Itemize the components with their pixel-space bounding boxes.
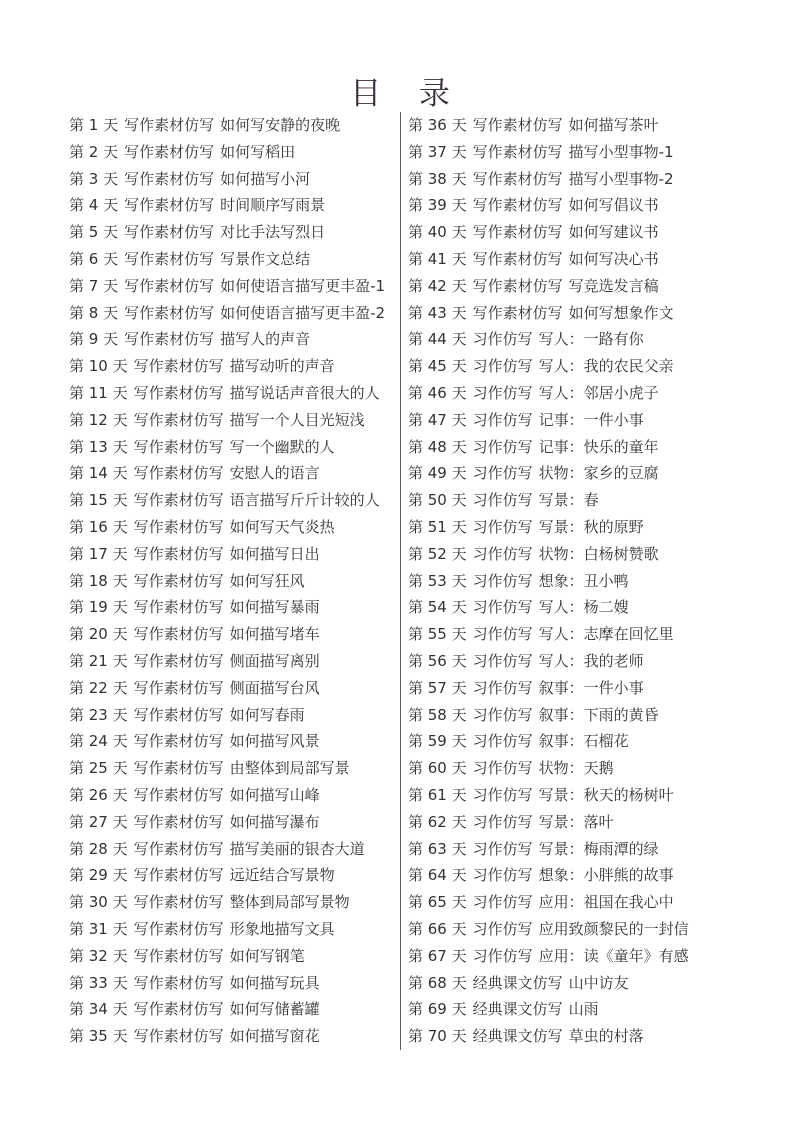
toc-entry-category: 习作仿写 bbox=[472, 678, 533, 697]
toc-entry-category: 习作仿写 bbox=[472, 598, 533, 617]
toc-entry-topic: 写竞选发言稿 bbox=[568, 276, 659, 295]
toc-entry-day: 第 65 天 bbox=[408, 893, 467, 912]
toc-entry-topic: 描写动听的声音 bbox=[229, 357, 335, 376]
toc-entry-topic: 写人：志摩在回忆里 bbox=[538, 625, 674, 644]
toc-entry-category: 写作素材仿写 bbox=[472, 169, 563, 188]
toc-entry-category: 写作素材仿写 bbox=[133, 812, 224, 831]
toc-entry-day: 第 22 天 bbox=[69, 678, 128, 697]
toc-entry-topic: 写人：我的农民父亲 bbox=[538, 357, 674, 376]
toc-entry bbox=[69, 594, 397, 621]
toc-entry-topic: 想象：丑小鸭 bbox=[538, 571, 629, 590]
toc-entry-day: 第 9 天 bbox=[69, 330, 119, 349]
toc-entry bbox=[69, 1023, 397, 1050]
toc-entry-topic: 如何描写瀑布 bbox=[229, 812, 320, 831]
toc-entry-day: 第 1 天 bbox=[69, 116, 119, 134]
toc-entry-category: 写作素材仿写 bbox=[133, 678, 224, 697]
toc-entry-topic: 状物：白杨树赞歌 bbox=[538, 544, 659, 563]
toc-entry bbox=[69, 916, 397, 943]
toc-entry-topic: 记事：快乐的童年 bbox=[538, 437, 659, 456]
toc-entry-day: 第 5 天 bbox=[69, 223, 119, 242]
toc-entry-category: 写作素材仿写 bbox=[133, 598, 224, 617]
toc-entry-day: 第 4 天 bbox=[69, 196, 119, 215]
toc-entry bbox=[69, 996, 397, 1023]
toc-entry-topic: 写景：秋天的杨树叶 bbox=[538, 785, 674, 804]
toc-entry-day: 第 14 天 bbox=[69, 464, 128, 483]
toc-entry-topic: 应用：祖国在我心中 bbox=[538, 893, 674, 912]
toc-entry bbox=[408, 809, 738, 836]
toc-entry-day: 第 70 天 bbox=[408, 1027, 467, 1046]
toc-entry bbox=[408, 702, 738, 729]
toc-entry-category: 习作仿写 bbox=[472, 437, 533, 456]
toc-entry-day: 第 26 天 bbox=[69, 785, 128, 804]
column-divider bbox=[400, 112, 401, 1050]
toc-entry-day: 第 21 天 bbox=[69, 651, 128, 670]
toc-entry-topic: 如何描写山峰 bbox=[229, 785, 320, 804]
toc-entry-category: 习作仿写 bbox=[472, 759, 533, 778]
toc-entry-topic: 如何描写茶叶 bbox=[568, 116, 659, 134]
toc-entry-day: 第 36 天 bbox=[408, 116, 467, 134]
toc-entry-category: 写作素材仿写 bbox=[133, 1000, 224, 1019]
toc-entry-topic: 写景：落叶 bbox=[538, 812, 614, 831]
toc-entry bbox=[408, 192, 738, 219]
toc-entry-topic: 状物：天鹅 bbox=[538, 759, 614, 778]
toc-entry-day: 第 47 天 bbox=[408, 410, 467, 429]
toc-entry-day: 第 59 天 bbox=[408, 732, 467, 751]
toc-entry-category: 写作素材仿写 bbox=[133, 625, 224, 644]
toc-entry bbox=[408, 326, 738, 353]
toc-entry-topic: 如何描写风景 bbox=[229, 732, 320, 751]
toc-entry-topic: 如何写倡议书 bbox=[568, 196, 659, 215]
toc-entry bbox=[69, 380, 397, 407]
toc-entry-day: 第 38 天 bbox=[408, 169, 467, 188]
toc-entry-topic: 侧面描写台风 bbox=[229, 678, 320, 697]
toc-entry bbox=[69, 702, 397, 729]
toc-entry-topic: 写人：我的老师 bbox=[538, 651, 644, 670]
toc-entry-topic: 如何描写窗花 bbox=[229, 1027, 320, 1046]
toc-entry-category: 写作素材仿写 bbox=[133, 1027, 224, 1046]
toc-entry-topic: 侧面描写离别 bbox=[229, 651, 320, 670]
toc-entry-category: 写作素材仿写 bbox=[472, 249, 563, 268]
toc-entry-day: 第 37 天 bbox=[408, 142, 467, 161]
toc-entry-day: 第 13 天 bbox=[69, 437, 128, 456]
toc-entry-topic: 写景：春 bbox=[538, 491, 599, 510]
toc-entry bbox=[408, 943, 738, 970]
toc-entry-day: 第 61 天 bbox=[408, 785, 467, 804]
toc-entry-category: 习作仿写 bbox=[472, 919, 533, 938]
toc-entry-day: 第 45 天 bbox=[408, 357, 467, 376]
toc-entry-topic: 如何写狂风 bbox=[229, 571, 305, 590]
toc-entry-category: 习作仿写 bbox=[472, 517, 533, 536]
toc-entry-category: 写作素材仿写 bbox=[472, 116, 563, 134]
toc-entry-category: 习作仿写 bbox=[472, 357, 533, 376]
toc-entry-category: 写作素材仿写 bbox=[472, 196, 563, 215]
toc-entry-day: 第 54 天 bbox=[408, 598, 467, 617]
toc-entry-topic: 草虫的村落 bbox=[568, 1027, 644, 1046]
toc-entry-category: 写作素材仿写 bbox=[133, 946, 224, 965]
toc-entry bbox=[69, 755, 397, 782]
toc-entry-topic: 语言描写斤斤计较的人 bbox=[229, 491, 380, 510]
toc-entry bbox=[408, 514, 738, 541]
toc-entry-day: 第 40 天 bbox=[408, 223, 467, 242]
toc-entry-day: 第 52 天 bbox=[408, 544, 467, 563]
page-title: 目 录 bbox=[350, 76, 464, 112]
toc-entry-day: 第 15 天 bbox=[69, 491, 128, 510]
toc-entry bbox=[69, 648, 397, 675]
toc-entry bbox=[408, 300, 738, 327]
toc-entry-category: 写作素材仿写 bbox=[133, 357, 224, 376]
toc-entry-topic: 如何描写暴雨 bbox=[229, 598, 320, 617]
toc-entry-category: 习作仿写 bbox=[472, 866, 533, 885]
toc-entry-category: 经典课文仿写 bbox=[472, 973, 563, 992]
toc-entry-category: 写作素材仿写 bbox=[133, 705, 224, 724]
toc-entry bbox=[408, 139, 738, 166]
toc-entry-topic: 山雨 bbox=[568, 1000, 599, 1019]
toc-entry-day: 第 41 天 bbox=[408, 249, 467, 268]
toc-entry-category: 写作素材仿写 bbox=[133, 893, 224, 912]
toc-entry bbox=[69, 675, 397, 702]
toc-entry-day: 第 29 天 bbox=[69, 866, 128, 885]
toc-entry-day: 第 35 天 bbox=[69, 1027, 128, 1046]
toc-entry-category: 习作仿写 bbox=[472, 544, 533, 563]
toc-entry-category: 写作素材仿写 bbox=[133, 571, 224, 590]
toc-entry-day: 第 10 天 bbox=[69, 357, 128, 376]
toc-entry-day: 第 17 天 bbox=[69, 544, 128, 563]
toc-entry-category: 写作素材仿写 bbox=[133, 544, 224, 563]
toc-entry bbox=[69, 809, 397, 836]
toc-entry-category: 写作素材仿写 bbox=[124, 223, 215, 242]
toc-entry-day: 第 24 天 bbox=[69, 732, 128, 751]
toc-entry-category: 写作素材仿写 bbox=[133, 383, 224, 402]
toc-entry-category: 写作素材仿写 bbox=[133, 759, 224, 778]
toc-entry-day: 第 33 天 bbox=[69, 973, 128, 992]
toc-entry bbox=[408, 219, 738, 246]
toc-entry-topic: 描写小型事物-2 bbox=[568, 169, 674, 188]
toc-entry bbox=[69, 246, 397, 273]
toc-entry-category: 经典课文仿写 bbox=[472, 1000, 563, 1019]
toc-entry-category: 习作仿写 bbox=[472, 410, 533, 429]
toc-entry-topic: 描写人的声音 bbox=[220, 330, 311, 349]
toc-entry bbox=[408, 728, 738, 755]
toc-entry-category: 写作素材仿写 bbox=[133, 919, 224, 938]
toc-entry-topic: 如何写稻田 bbox=[220, 142, 296, 161]
toc-entry-category: 习作仿写 bbox=[472, 946, 533, 965]
toc-entry-day: 第 60 天 bbox=[408, 759, 467, 778]
toc-entry bbox=[408, 782, 738, 809]
toc-entry bbox=[408, 621, 738, 648]
toc-entry bbox=[69, 139, 397, 166]
toc-entry bbox=[408, 434, 738, 461]
toc-entry-category: 写作素材仿写 bbox=[124, 196, 215, 215]
toc-entry-category: 习作仿写 bbox=[472, 651, 533, 670]
toc-entry-topic: 如何写钢笔 bbox=[229, 946, 305, 965]
toc-entry-category: 习作仿写 bbox=[472, 812, 533, 831]
toc-entry bbox=[69, 192, 397, 219]
toc-entry-topic: 写人：杨二嫂 bbox=[538, 598, 629, 617]
toc-entry-topic: 如何写想象作文 bbox=[568, 303, 674, 322]
toc-entry-topic: 记事：一件小事 bbox=[538, 410, 644, 429]
toc-entry bbox=[408, 460, 738, 487]
toc-entry-topic: 如何使语言描写更丰盈-1 bbox=[220, 276, 386, 295]
toc-entry-category: 写作素材仿写 bbox=[124, 303, 215, 322]
toc-entry-day: 第 44 天 bbox=[408, 330, 467, 349]
toc-entry bbox=[69, 541, 397, 568]
toc-entry-topic: 描写美丽的银杏大道 bbox=[229, 839, 365, 858]
toc-entry-category: 写作素材仿写 bbox=[133, 973, 224, 992]
toc-entry bbox=[408, 836, 738, 863]
toc-entry-day: 第 18 天 bbox=[69, 571, 128, 590]
toc-entry-topic: 山中访友 bbox=[568, 973, 629, 992]
toc-entry-day: 第 49 天 bbox=[408, 464, 467, 483]
toc-entry-day: 第 62 天 bbox=[408, 812, 467, 831]
toc-entry bbox=[408, 112, 738, 139]
toc-entry-category: 写作素材仿写 bbox=[133, 651, 224, 670]
toc-entry bbox=[408, 541, 738, 568]
toc-entry bbox=[69, 970, 397, 997]
toc-entry bbox=[408, 487, 738, 514]
toc-entry bbox=[69, 300, 397, 327]
toc-entry-category: 经典课文仿写 bbox=[472, 1027, 563, 1046]
toc-entry-day: 第 16 天 bbox=[69, 517, 128, 536]
toc-entry-category: 写作素材仿写 bbox=[133, 410, 224, 429]
toc-entry-day: 第 63 天 bbox=[408, 839, 467, 858]
toc-entry-topic: 状物：家乡的豆腐 bbox=[538, 464, 659, 483]
toc-entry bbox=[69, 514, 397, 541]
toc-entry bbox=[408, 1023, 738, 1050]
toc-entry bbox=[408, 648, 738, 675]
toc-entry-topic: 写景作文总结 bbox=[220, 249, 311, 268]
toc-entry bbox=[69, 407, 397, 434]
toc-entry bbox=[69, 889, 397, 916]
toc-entry-category: 习作仿写 bbox=[472, 705, 533, 724]
toc-entry-topic: 如何描写小河 bbox=[220, 169, 311, 188]
toc-entry bbox=[408, 889, 738, 916]
toc-entry-day: 第 28 天 bbox=[69, 839, 128, 858]
toc-entry bbox=[69, 353, 397, 380]
toc-entry-topic: 远近结合写景物 bbox=[229, 866, 335, 885]
toc-entry-day: 第 32 天 bbox=[69, 946, 128, 965]
toc-entry-topic: 如何描写堵车 bbox=[229, 625, 320, 644]
toc-entry-day: 第 42 天 bbox=[408, 276, 467, 295]
toc-entry bbox=[408, 675, 738, 702]
toc-entry bbox=[408, 996, 738, 1023]
toc-entry-day: 第 23 天 bbox=[69, 705, 128, 724]
toc-entry-day: 第 25 天 bbox=[69, 759, 128, 778]
toc-entry-day: 第 67 天 bbox=[408, 946, 467, 965]
toc-entry-category: 写作素材仿写 bbox=[124, 249, 215, 268]
toc-entry-day: 第 8 天 bbox=[69, 303, 119, 322]
toc-entry-topic: 描写说话声音很大的人 bbox=[229, 383, 380, 402]
toc-entry-day: 第 58 天 bbox=[408, 705, 467, 724]
toc-entry-category: 写作素材仿写 bbox=[133, 785, 224, 804]
toc-entry-category: 习作仿写 bbox=[472, 732, 533, 751]
toc-entry-category: 写作素材仿写 bbox=[133, 491, 224, 510]
toc-entry bbox=[408, 568, 738, 595]
toc-entry-topic: 描写一个人目光短浅 bbox=[229, 410, 365, 429]
toc-entry-topic: 整体到局部写景物 bbox=[229, 893, 350, 912]
toc-entry-category: 习作仿写 bbox=[472, 893, 533, 912]
toc-entry-day: 第 2 天 bbox=[69, 142, 119, 161]
toc-entry-category: 写作素材仿写 bbox=[133, 866, 224, 885]
toc-entry bbox=[69, 326, 397, 353]
toc-entry-topic: 写一个幽默的人 bbox=[229, 437, 335, 456]
toc-entry-category: 写作素材仿写 bbox=[472, 142, 563, 161]
toc-entry bbox=[69, 112, 397, 139]
toc-entry-category: 习作仿写 bbox=[472, 464, 533, 483]
toc-entry-category: 写作素材仿写 bbox=[133, 839, 224, 858]
toc-right-column bbox=[408, 112, 738, 1050]
toc-entry bbox=[69, 568, 397, 595]
toc-entry-topic: 如何描写玩具 bbox=[229, 973, 320, 992]
toc-entry-topic: 应用致颜黎民的一封信 bbox=[538, 919, 689, 938]
toc-entry-topic: 如何描写日出 bbox=[229, 544, 320, 563]
toc-entry-day: 第 27 天 bbox=[69, 812, 128, 831]
toc-entry-topic: 如何写储蓄罐 bbox=[229, 1000, 320, 1019]
toc-entry bbox=[408, 407, 738, 434]
toc-entry-category: 写作素材仿写 bbox=[472, 276, 563, 295]
toc-entry-day: 第 34 天 bbox=[69, 1000, 128, 1019]
toc-entry bbox=[69, 621, 397, 648]
toc-entry bbox=[408, 273, 738, 300]
toc-entry-day: 第 7 天 bbox=[69, 276, 119, 295]
toc-entry-topic: 安慰人的语言 bbox=[229, 464, 320, 483]
toc-entry-day: 第 39 天 bbox=[408, 196, 467, 215]
toc-entry-day: 第 30 天 bbox=[69, 893, 128, 912]
toc-entry-category: 习作仿写 bbox=[472, 383, 533, 402]
toc-entry bbox=[69, 862, 397, 889]
toc-entry-day: 第 11 天 bbox=[69, 383, 128, 402]
toc-entry-category: 写作素材仿写 bbox=[124, 276, 215, 295]
toc-entry-topic: 对比手法写烈日 bbox=[220, 223, 326, 242]
toc-entry-day: 第 6 天 bbox=[69, 249, 119, 268]
toc-entry-topic: 写景：梅雨潭的绿 bbox=[538, 839, 659, 858]
toc-entry-category: 写作素材仿写 bbox=[472, 223, 563, 242]
toc-entry-day: 第 43 天 bbox=[408, 303, 467, 322]
toc-entry-topic: 应用：读《童年》有感 bbox=[538, 946, 689, 965]
toc-entry-day: 第 31 天 bbox=[69, 919, 128, 938]
toc-entry-day: 第 64 天 bbox=[408, 866, 467, 885]
toc-entry-topic: 叙事：石榴花 bbox=[538, 732, 629, 751]
toc-entry-category: 习作仿写 bbox=[472, 839, 533, 858]
toc-entry-day: 第 68 天 bbox=[408, 973, 467, 992]
toc-entry bbox=[408, 916, 738, 943]
toc-entry bbox=[69, 166, 397, 193]
toc-entry-category: 习作仿写 bbox=[472, 571, 533, 590]
toc-entry-day: 第 69 天 bbox=[408, 1000, 467, 1019]
toc-entry-category: 写作素材仿写 bbox=[472, 303, 563, 322]
toc-entry-day: 第 57 天 bbox=[408, 678, 467, 697]
toc-entry-topic: 如何写春雨 bbox=[229, 705, 305, 724]
toc-entry-category: 写作素材仿写 bbox=[133, 437, 224, 456]
toc-entry-topic: 如何使语言描写更丰盈-2 bbox=[220, 303, 386, 322]
toc-left-column bbox=[69, 112, 397, 1050]
toc-entry-topic: 写人：一路有你 bbox=[538, 330, 644, 349]
toc-entry-day: 第 55 天 bbox=[408, 625, 467, 644]
toc-entry-category: 写作素材仿写 bbox=[124, 116, 215, 134]
toc-entry-topic: 叙事：一件小事 bbox=[538, 678, 644, 697]
toc-entry bbox=[69, 273, 397, 300]
toc-entry-topic: 如何写天气炎热 bbox=[229, 517, 335, 536]
toc-entry-topic: 想象：小胖熊的故事 bbox=[538, 866, 674, 885]
toc-entry-day: 第 19 天 bbox=[69, 598, 128, 617]
toc-entry bbox=[408, 380, 738, 407]
toc-entry-category: 写作素材仿写 bbox=[124, 169, 215, 188]
toc-entry-category: 习作仿写 bbox=[472, 625, 533, 644]
toc-entry bbox=[69, 782, 397, 809]
toc-entry-topic: 如何写建议书 bbox=[568, 223, 659, 242]
toc-entry-day: 第 66 天 bbox=[408, 919, 467, 938]
toc-entry-topic: 如何写决心书 bbox=[568, 249, 659, 268]
table-of-contents bbox=[0, 112, 800, 1052]
toc-entry bbox=[69, 728, 397, 755]
toc-entry-day: 第 12 天 bbox=[69, 410, 128, 429]
toc-entry bbox=[408, 353, 738, 380]
toc-entry-day: 第 56 天 bbox=[408, 651, 467, 670]
toc-entry bbox=[408, 594, 738, 621]
toc-entry-category: 习作仿写 bbox=[472, 491, 533, 510]
toc-entry-topic: 由整体到局部写景 bbox=[229, 759, 350, 778]
toc-entry bbox=[408, 166, 738, 193]
toc-entry-topic: 叙事：下雨的黄昏 bbox=[538, 705, 659, 724]
toc-entry bbox=[69, 219, 397, 246]
toc-entry-day: 第 51 天 bbox=[408, 517, 467, 536]
toc-entry-topic: 时间顺序写雨景 bbox=[220, 196, 326, 215]
toc-entry-day: 第 50 天 bbox=[408, 491, 467, 510]
toc-entry-category: 习作仿写 bbox=[472, 785, 533, 804]
toc-entry bbox=[69, 434, 397, 461]
toc-entry-category: 写作素材仿写 bbox=[133, 464, 224, 483]
toc-entry-topic: 写人：邻居小虎子 bbox=[538, 383, 659, 402]
toc-entry bbox=[408, 862, 738, 889]
toc-entry bbox=[408, 246, 738, 273]
toc-entry-category: 写作素材仿写 bbox=[124, 142, 215, 161]
toc-entry bbox=[69, 460, 397, 487]
toc-entry-topic: 描写小型事物-1 bbox=[568, 142, 674, 161]
toc-entry bbox=[69, 836, 397, 863]
toc-entry bbox=[69, 943, 397, 970]
toc-entry bbox=[408, 970, 738, 997]
toc-entry-category: 写作素材仿写 bbox=[124, 330, 215, 349]
toc-entry bbox=[408, 755, 738, 782]
toc-entry-day: 第 46 天 bbox=[408, 383, 467, 402]
toc-entry-day: 第 20 天 bbox=[69, 625, 128, 644]
toc-entry-topic: 形象地描写文具 bbox=[229, 919, 335, 938]
toc-entry-day: 第 53 天 bbox=[408, 571, 467, 590]
toc-entry-category: 写作素材仿写 bbox=[133, 517, 224, 536]
toc-entry-topic: 写景：秋的原野 bbox=[538, 517, 644, 536]
toc-entry-day: 第 48 天 bbox=[408, 437, 467, 456]
toc-entry-category: 写作素材仿写 bbox=[133, 732, 224, 751]
toc-entry-day: 第 3 天 bbox=[69, 169, 119, 188]
toc-entry-category: 习作仿写 bbox=[472, 330, 533, 349]
toc-entry-topic: 如何写安静的夜晚 bbox=[220, 116, 341, 134]
toc-entry bbox=[69, 487, 397, 514]
